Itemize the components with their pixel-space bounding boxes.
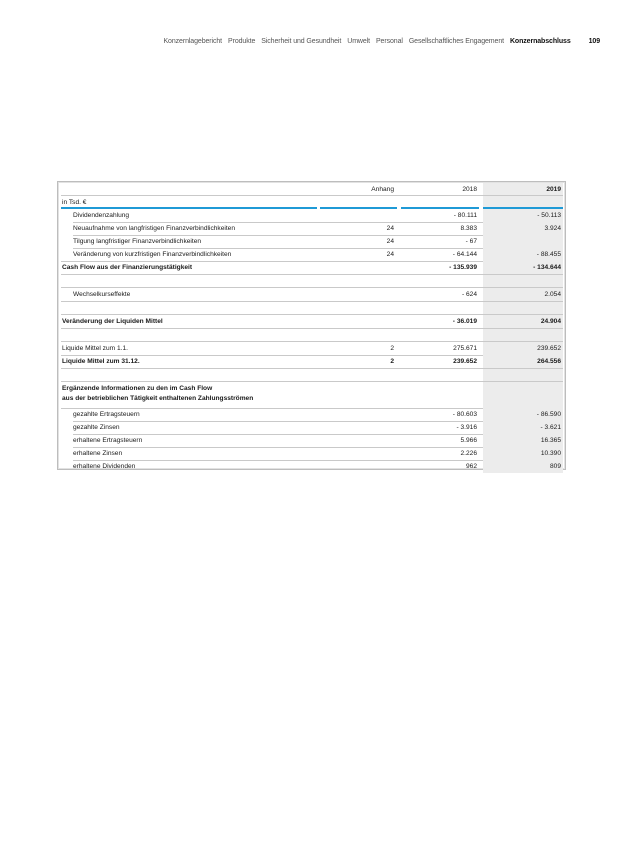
table-row xyxy=(61,460,563,473)
row-label: Veränderung von kurzfristigen Finanzverbindlichkeiten xyxy=(73,251,232,258)
row-2019: 10.390 xyxy=(483,447,563,460)
row-2019: - 86.590 xyxy=(483,408,563,421)
row-label: Neuaufnahme von langfristigen Finanzverbindlichkeiten xyxy=(73,225,236,232)
row-anhang xyxy=(320,421,397,434)
table-row xyxy=(61,342,563,355)
row-2019: - 3.621 xyxy=(483,421,563,434)
row-anhang xyxy=(320,209,397,222)
row-2019: 24.904 xyxy=(483,315,563,328)
row-label: erhaltene Zinsen xyxy=(73,450,123,457)
nav-produkte[interactable]: Produkte xyxy=(228,37,256,45)
row-anhang: 24 xyxy=(386,238,394,245)
row-2019: 2.054 xyxy=(483,288,563,301)
nav-gesellschaftliches-engagement[interactable]: Gesellschaftliches Engagement xyxy=(408,37,504,45)
row-anhang xyxy=(320,434,397,447)
row-2018: 5.966 xyxy=(460,437,477,444)
cash-flow-table xyxy=(57,181,566,470)
row-2018: - 36.019 xyxy=(452,318,477,325)
table-row xyxy=(61,434,563,447)
row-anhang: 24 xyxy=(386,225,394,232)
nav-konzernlagebericht[interactable]: Konzernlagebericht xyxy=(163,37,223,45)
unit-label: in Tsd. € xyxy=(62,199,87,206)
row-label: Liquide Mittel zum 1.1. xyxy=(62,345,128,352)
row-2018: - 64.144 xyxy=(452,251,477,258)
row-2018: - 80.111 xyxy=(453,212,477,219)
row-label: gezahlte Ertragsteuern xyxy=(73,411,140,418)
row-label: Veränderung der Liquiden Mittel xyxy=(62,318,163,325)
row-2019 xyxy=(483,235,563,248)
row-anhang xyxy=(320,261,397,274)
row-2019: 809 xyxy=(483,460,563,473)
row-anhang xyxy=(320,408,397,421)
row-anhang: 2 xyxy=(390,358,394,365)
table-row xyxy=(61,222,563,235)
row-label: Liquide Mittel zum 31.12. xyxy=(62,358,140,365)
row-2018: - 624 xyxy=(461,291,477,298)
header-2018: 2018 xyxy=(462,186,477,193)
subtotal-row xyxy=(61,315,563,328)
row-anhang xyxy=(320,460,397,473)
page-header xyxy=(0,36,600,46)
nav-umwelt[interactable]: Umwelt xyxy=(347,37,370,45)
row-2019: - 88.455 xyxy=(483,248,563,261)
row-2019: 239.652 xyxy=(483,342,563,355)
table-row xyxy=(61,209,563,222)
subtotal-row xyxy=(61,261,563,274)
nav-konzernabschluss[interactable]: Konzernabschluss xyxy=(509,37,571,45)
section-heading xyxy=(61,382,361,408)
table-row xyxy=(61,421,563,434)
row-anhang xyxy=(320,447,397,460)
row-2018: - 67 xyxy=(465,238,477,245)
nav-personal[interactable]: Personal xyxy=(375,37,403,45)
table-row xyxy=(61,288,563,301)
header-2019: 2019 xyxy=(483,183,563,196)
row-2018: 275.671 xyxy=(453,345,477,352)
row-anhang: 24 xyxy=(386,251,394,258)
page-number: 109 xyxy=(588,37,600,45)
row-2019: - 134.644 xyxy=(483,261,563,274)
row-2018: 2.226 xyxy=(460,450,477,457)
table-row xyxy=(61,248,563,261)
row-2019: 16.365 xyxy=(483,434,563,447)
row-2018: - 3.916 xyxy=(456,424,477,431)
row-2019: 3.924 xyxy=(483,222,563,235)
row-2019: 264.556 xyxy=(483,355,563,368)
row-label: Cash Flow aus der Finanzierungstätigkeit xyxy=(62,264,193,271)
table-row xyxy=(61,408,563,421)
row-2018: - 135.939 xyxy=(449,264,477,271)
row-label: Wechselkurseffekte xyxy=(73,291,131,298)
row-label: erhaltene Ertragsteuern xyxy=(73,437,143,444)
row-anhang xyxy=(320,288,397,301)
row-anhang xyxy=(320,315,397,328)
row-2018: 239.652 xyxy=(453,358,477,365)
row-anhang: 2 xyxy=(390,345,394,352)
row-2018: 8.383 xyxy=(460,225,477,232)
section-heading-line1: Ergänzende Informationen zu den im Cash Flow xyxy=(62,385,213,392)
table-row xyxy=(61,447,563,460)
section-heading-line2: aus der betrieblichen Tätigkeit enthaltenen Zahlungsströmen xyxy=(62,394,254,402)
section-heading-row xyxy=(61,382,563,408)
row-label: Tilgung langfristiger Finanzverbindlichkeiten xyxy=(73,238,202,245)
total-row xyxy=(61,355,563,368)
row-2018: - 80.603 xyxy=(452,411,477,418)
header-anhang: Anhang xyxy=(371,186,394,193)
col-2019-bg xyxy=(483,382,563,408)
nav-sicherheit-gesundheit[interactable]: Sicherheit und Gesundheit xyxy=(261,37,342,45)
row-2018: 962 xyxy=(465,463,477,470)
table-row xyxy=(61,235,563,248)
row-label: Dividendenzahlung xyxy=(73,212,130,219)
row-label: erhaltene Dividenden xyxy=(73,463,136,470)
row-2019: - 50.113 xyxy=(483,209,563,222)
row-label: gezahlte Zinsen xyxy=(73,424,120,431)
